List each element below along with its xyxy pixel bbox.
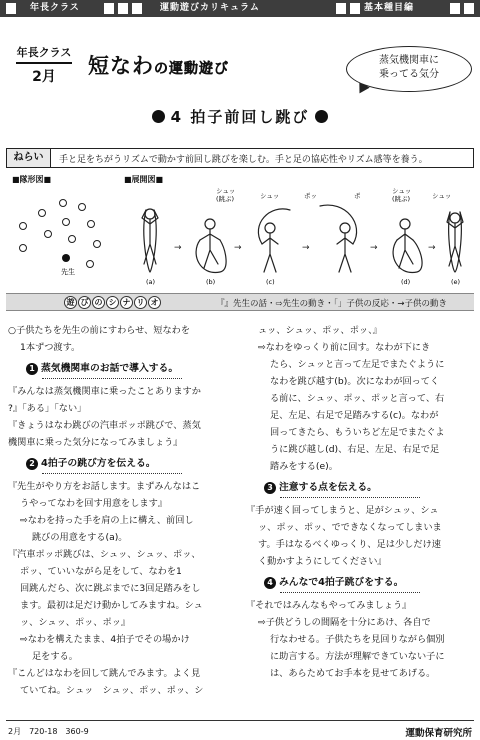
text-line: ュッ、シュッ、ポッ、ポッ、』 [258, 325, 382, 336]
text-line: 行なわせる。子供たちを見回りながら個別 [270, 634, 445, 645]
step-heading [8, 455, 234, 474]
sound-label: ポッ [304, 192, 317, 200]
text-line: ッ、シュッ、ポッ、ポッ』 [20, 617, 131, 628]
dotted-underline [280, 591, 420, 593]
sound-label: ポ [354, 192, 361, 200]
scenario-char: の [92, 296, 105, 309]
text-line: 跳びの用意をする(a)。 [32, 532, 128, 543]
header-square [6, 3, 16, 14]
caption-c: (c) [266, 278, 275, 286]
text-line: 『みんなは蒸気機関車に乗ったことありますか [8, 386, 201, 397]
aim-tag: ねらい [7, 149, 51, 167]
text-line: 機関車に乗った気分になってみましょう』 [8, 437, 183, 448]
sound-label: シュッ [216, 187, 236, 195]
text-line: 足をする。 [32, 651, 78, 662]
text-line: 1本ずつ渡す。 [20, 342, 81, 353]
text-line: 回跳んだら、次に跳ぶまでに3回足踏みをし [20, 583, 201, 594]
step-title: 4拍子の跳び方を伝える。 [41, 458, 156, 469]
text-line: ?』「ある」「ない」 [8, 403, 87, 414]
dotted-underline [42, 472, 182, 474]
text-line: 『きょうはなわ跳びの汽車ポッポ跳びで、蒸気 [8, 420, 201, 431]
step-number: 4 [264, 577, 276, 589]
footer-publisher: 運動保育研究所 [405, 728, 472, 739]
caption-e: (e) [451, 278, 461, 286]
sound-label: (跳ぶ) [392, 195, 411, 203]
step-title: みんなで4拍子跳びをする。 [279, 577, 404, 588]
header-square [350, 3, 360, 14]
sound-label: (跳ぶ) [216, 195, 235, 203]
text-line: 回ってきたら、もういちど左足でまたぐよ [270, 427, 445, 438]
header-band [0, 0, 480, 17]
scenario-char: オ [148, 296, 161, 309]
text-line: に助言する。方法が理解できていない子に [270, 651, 445, 662]
text-line: ⇨なわを持った手を肩の上に構え、前回し [20, 515, 194, 526]
skill-heading [0, 106, 480, 127]
scenario-title [64, 296, 162, 309]
scenario-char: び [78, 296, 91, 309]
text-line: なわを跳び越す(b)。次になわが回ってく [270, 376, 440, 387]
step-heading [8, 360, 234, 379]
text-line: ⇨なわをゆっくり前に回す。なわが下にき [258, 342, 431, 353]
footer-code: 2月 720-18 360-9 [8, 727, 89, 736]
scenario-char: ナ [120, 296, 133, 309]
text-line: ていてね。シュッ シュッ、ポッ、ポッ、シ [20, 685, 204, 696]
step-title: 蒸気機関車のお話で導入する。 [41, 363, 179, 374]
text-line: ます。最初は足だけ動かしてみますね。シュ [20, 600, 203, 611]
formation-label: ■隊形図■ [12, 175, 52, 184]
sound-label: シュッ [392, 187, 412, 195]
text-line: 『こんどはなわを回して跳んでみます。よく見 [8, 668, 201, 679]
speech-bubble [346, 46, 472, 92]
text-line: 『先生がやり方をお話します。まずみんなはこ [8, 481, 201, 492]
text-line: ⇨子供どうしの間隔を十分にあけ、各自で [258, 617, 431, 628]
scenario-char: リ [134, 296, 147, 309]
page-title [88, 50, 229, 80]
jumper-figure-icon [320, 205, 357, 272]
text-line: ポッ、ていいながら足をして、なわを1 [20, 566, 182, 577]
header-class-label: 年長クラス [30, 3, 80, 13]
bullet-dot-icon [315, 110, 328, 123]
header-basic-label: 基本種目編 [364, 3, 415, 13]
text-line: は、あらためてお手本を見せてあげる。 [270, 668, 436, 679]
text-line: 『手が速く回ってしまうと、足がシュッ、シュ [246, 505, 439, 516]
jumper-figure-icon [393, 219, 422, 272]
text-line: たら、シュッと言って左足でまたぐように [270, 359, 445, 370]
text-line: ッ、ポッ、ポッ、でできなくなってしまいま [258, 522, 442, 533]
arrow-icon: → [302, 243, 310, 253]
jumper-figure-icon [447, 212, 463, 272]
jumper-figure-icon [196, 219, 226, 272]
jumper-figure-icon [258, 209, 290, 272]
aim-box [6, 148, 474, 168]
left-column [8, 322, 234, 699]
title-sub: の運動遊び [154, 61, 229, 77]
arrow-icon: → [234, 243, 242, 253]
dotted-underline [42, 377, 182, 379]
text-line: ⇨なわを構えたまま、4拍子でその場かけ [20, 634, 190, 645]
header-square [450, 3, 460, 14]
grade-month: 2月 [32, 69, 56, 85]
step-title: 注意する点を伝える。 [279, 482, 377, 493]
caption-b: (b) [206, 278, 216, 286]
sound-label: シュッ [432, 192, 452, 200]
step-number: 1 [26, 363, 38, 375]
bubble-line1: 蒸気機関車に [379, 55, 439, 66]
title-main: 短なわ [88, 54, 154, 78]
grade-class: 年長クラス [16, 46, 72, 59]
step-number: 3 [264, 482, 276, 494]
text-line: 踏みをする(e)。 [270, 461, 338, 472]
text-line: 足、左足、右足で足踏みする(c)。なわが [270, 410, 439, 421]
right-column [246, 322, 472, 682]
teacher-label: 先生 [61, 268, 75, 276]
header-square [118, 3, 128, 14]
development-label: ■展開図■ [124, 175, 164, 184]
formation-diagram [6, 184, 116, 288]
text-line: 『それではみんなもやってみましょう』 [246, 600, 412, 611]
arrow-icon: → [174, 243, 182, 253]
header-curriculum-label: 運動遊びカリキュラム [160, 3, 260, 13]
text-line: うに跳び越し(d)、右足、左足、右足で足 [270, 444, 440, 455]
arrow-icon: → [370, 243, 378, 253]
grade-badge [14, 44, 74, 86]
dotted-underline [280, 496, 420, 498]
header-square [464, 3, 474, 14]
jumper-figure-icon [142, 209, 158, 272]
header-square [132, 3, 142, 14]
header-square [336, 3, 346, 14]
bullet-dot-icon [152, 110, 165, 123]
sound-label: シュッ [260, 192, 280, 200]
bubble-line2: 乗ってる気分 [379, 69, 439, 80]
text-line: 『汽車ポッポ跳びは、シュッ、シュッ、ポッ、 [8, 549, 201, 560]
step-heading [246, 574, 472, 593]
step-heading [246, 479, 472, 498]
arrow-icon: → [428, 243, 436, 253]
caption-d: (d) [401, 278, 411, 286]
development-diagram [120, 184, 475, 288]
text-line: く動かすようにしてください』 [258, 556, 387, 567]
step-number: 2 [26, 458, 38, 470]
footer-divider [6, 720, 474, 721]
aim-text: 手と足をちがうリズムで動かす前回し跳びを楽しむ。手と足の協応性やリズム感等を養う。 [59, 155, 428, 165]
caption-a: (a) [146, 278, 156, 286]
text-line: うやってなわを回す用意をします』 [20, 498, 167, 509]
scenario-legend: 『』先生の話・⇨先生の動き・「」子供の反応・→子供の動き [216, 299, 447, 309]
text-line: る前に、シュッ、ポッ、ポッと言って、右 [270, 393, 445, 404]
skill-name: 4 拍子前回し跳び [170, 108, 310, 126]
scenario-char: 遊 [64, 296, 77, 309]
text-line: ○子供たちを先生の前にすわらせ、短なわを [8, 325, 191, 336]
scenario-char: シ [106, 296, 119, 309]
scenario-bar [6, 293, 474, 311]
grade-underline [16, 62, 72, 64]
text-line: す。手はなるべくゆっくり、足は少しだけ速 [258, 539, 441, 550]
teacher-dot [62, 254, 70, 262]
header-square [104, 3, 114, 14]
